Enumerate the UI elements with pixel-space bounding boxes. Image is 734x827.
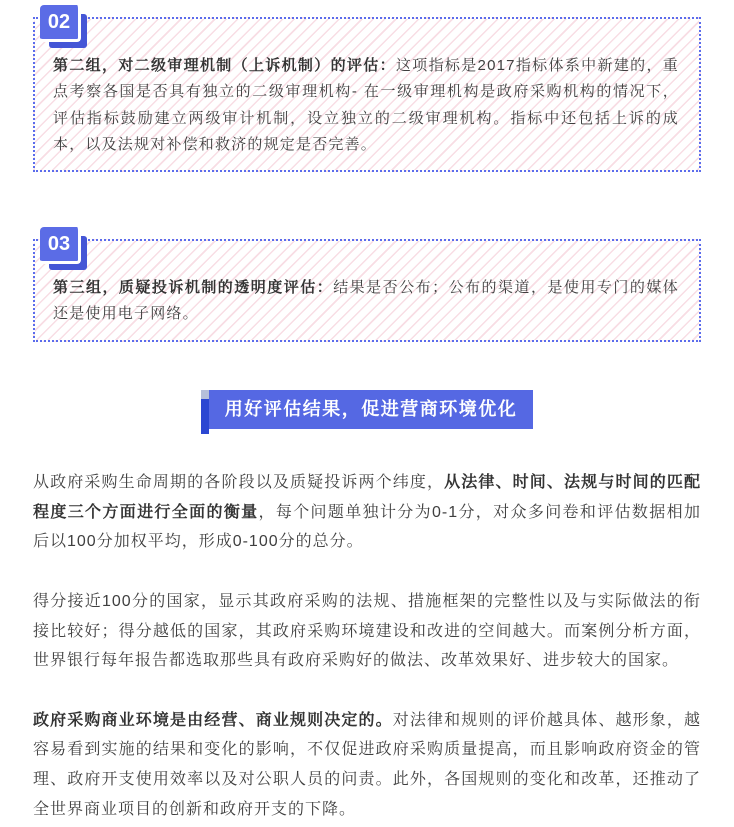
paragraph-1-segment: ，每个问题单独计分为0-1分，对众多问卷和评估数据相加后以100分加权平均，形成0-100分的总分。: [33, 503, 701, 551]
section-banner: [201, 390, 534, 430]
paragraph-2: [33, 587, 701, 676]
paragraph-1-bold-segment: 从法律、时间、法规与时间的匹配程度三个方面进行全面的衡量: [33, 474, 701, 521]
section-banner-row: [33, 390, 701, 430]
paragraph-1: [33, 468, 701, 557]
badge-number-label: 02: [40, 5, 81, 42]
group-03-text: [53, 275, 679, 328]
section-title: 用好评估结果，促进营商环境优化: [209, 390, 534, 430]
badge-number-label: 03: [40, 227, 81, 264]
group-03-heading: 第三组，质疑投诉机制的透明度评估：: [53, 279, 334, 296]
group-03-body: 结果是否公布；公布的渠道，是使用专门的媒体还是使用电子网络。: [53, 279, 680, 323]
group-02-text: [53, 53, 679, 158]
group-box-03: [33, 232, 701, 342]
paragraph-1-segment: 从政府采购生命周期的各阶段以及质疑投诉两个纬度，: [33, 474, 445, 492]
group-number-badge-02: [40, 5, 92, 55]
banner-left-bar: [201, 399, 209, 435]
paragraph-3-bold-segment: 政府采购商业环境是由经营、商业规则决定的。: [33, 711, 393, 729]
paragraph-3: [33, 706, 701, 824]
banner-corner-square: [201, 390, 209, 399]
group-number-badge-03: [40, 227, 92, 277]
article-page: [0, 10, 734, 824]
paragraph-3-segment: 对法律和规则的评价越具体、越形象，越容易看到实施的结果和变化的影响，不仅促进政府采购质量提高，而且影响政府资金的管理、政府开支使用效率以及对公职人员的问责。此外，各国规则的变化和改革，还推动了全世界商业项目的创新和政府开支的下降。: [33, 711, 701, 818]
group-02-body: 这项指标是2017指标体系中新建的，重点考察各国是否具有独立的二级审理机构- 在一级审理机构是政府采购机构的情况下，评估指标鼓励建立两级审计机制，设立独立的二级审理机构。指标中还包括上诉的成本，以及法规对补偿和救济的规定是否完善。: [53, 57, 680, 153]
group-box-02: [33, 10, 701, 172]
group-02-heading: 第二组，对二级审理机制（上诉机制）的评估：: [53, 57, 396, 74]
paragraph-2-segment: 得分接近100分的国家，显示其政府采购的法规、措施框架的完整性以及与实际做法的衔接比较好；得分越低的国家，其政府采购环境建设和改进的空间越大。而案例分析方面，世界银行每年报告都选取那些具有政府采购好的做法、改革效果好、进步较大的国家。: [33, 593, 701, 670]
